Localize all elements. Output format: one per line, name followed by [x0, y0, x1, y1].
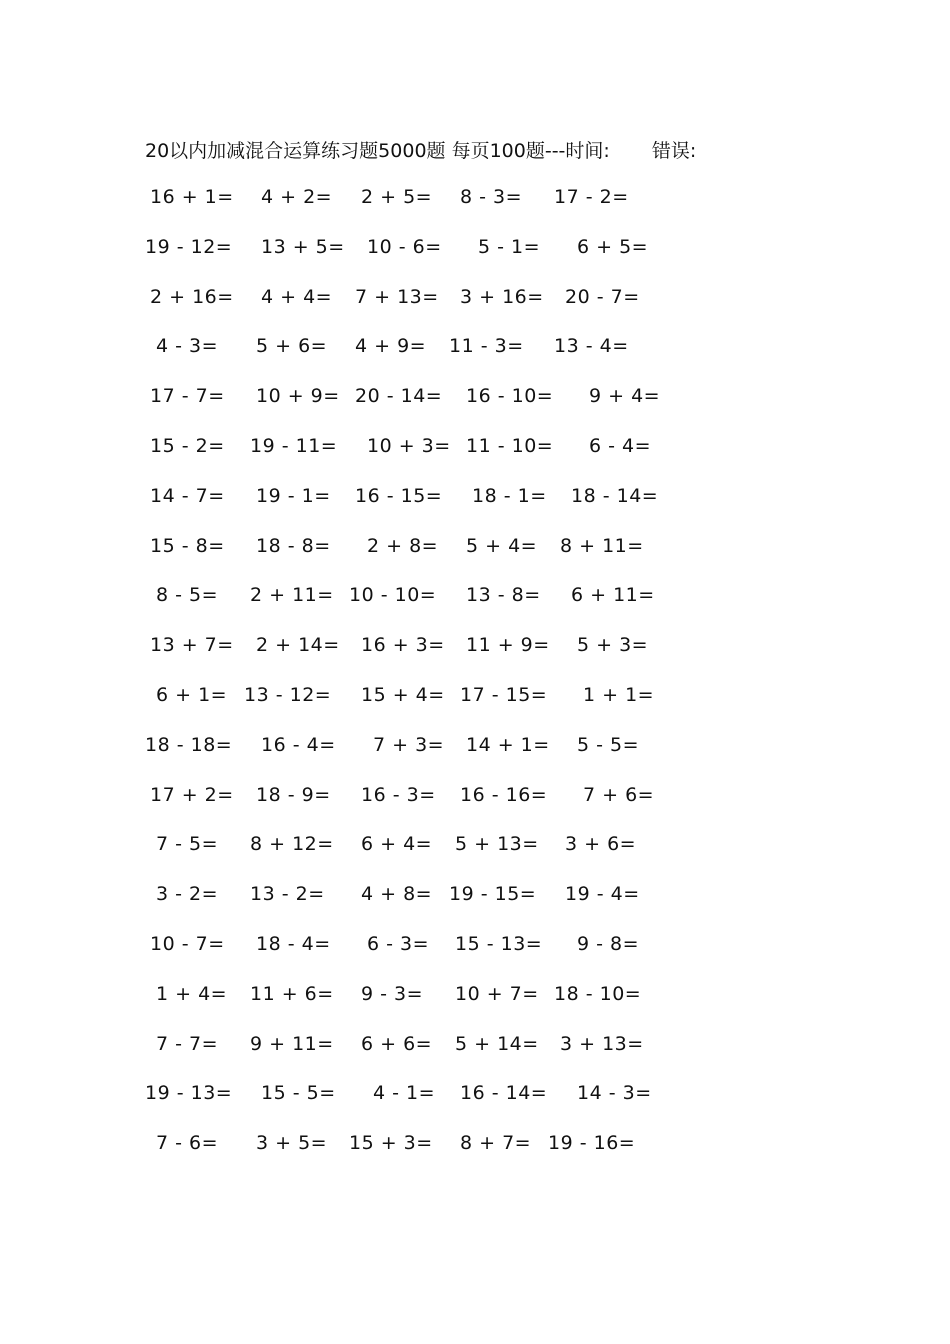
problem-item: 4 - 1= — [373, 1082, 436, 1105]
problem-item: 5 - 1= — [478, 235, 541, 258]
problem-item: 16 - 15= — [355, 484, 443, 507]
problem-item: 19 - 1= — [256, 484, 331, 507]
problem-row — [145, 933, 665, 983]
problem-item: 10 + 9= — [256, 385, 340, 408]
problem-item: 11 + 9= — [466, 634, 550, 657]
problem-item: 7 + 3= — [373, 733, 445, 756]
problem-row — [145, 186, 665, 236]
worksheet-title: 20以内加减混合运算练习题5000题 每页100题---时间: — [145, 140, 610, 162]
problem-item: 3 - 2= — [156, 883, 219, 906]
problem-item: 18 - 14= — [571, 484, 659, 507]
problem-item: 5 - 5= — [577, 733, 640, 756]
problem-item: 6 + 1= — [156, 683, 228, 706]
problem-item: 13 - 4= — [554, 335, 629, 358]
problem-row — [145, 983, 665, 1033]
problem-row — [145, 435, 665, 485]
errors-label: 错误: — [651, 140, 697, 162]
problem-item: 15 - 2= — [150, 434, 225, 457]
problem-row — [145, 1132, 665, 1182]
problem-item: 8 + 7= — [460, 1132, 532, 1155]
problem-row — [145, 535, 665, 585]
problem-item: 20 - 7= — [565, 285, 640, 308]
problem-item: 9 - 8= — [577, 932, 640, 955]
problem-row — [145, 485, 665, 535]
problem-item: 2 + 14= — [256, 634, 340, 657]
problem-item: 6 - 4= — [589, 434, 652, 457]
problem-item: 16 - 10= — [466, 385, 554, 408]
problem-row — [145, 634, 665, 684]
problem-item: 7 - 5= — [156, 833, 219, 856]
problem-item: 7 + 6= — [583, 783, 655, 806]
problem-item: 11 + 6= — [250, 982, 334, 1005]
problem-item: 18 - 4= — [256, 932, 331, 955]
problem-row — [145, 1033, 665, 1083]
problem-item: 10 - 10= — [349, 584, 437, 607]
problem-item: 6 + 5= — [577, 235, 649, 258]
problem-item: 5 + 3= — [577, 634, 649, 657]
problem-item: 13 - 12= — [244, 683, 332, 706]
problem-item: 13 - 8= — [466, 584, 541, 607]
problem-row — [145, 1082, 665, 1132]
problem-item: 14 - 3= — [577, 1082, 652, 1105]
problem-item: 5 + 4= — [466, 534, 538, 557]
problem-item: 15 - 8= — [150, 534, 225, 557]
problem-item: 13 + 5= — [261, 235, 345, 258]
problem-item: 8 + 12= — [250, 833, 334, 856]
problem-item: 10 - 7= — [150, 932, 225, 955]
problem-row — [145, 883, 665, 933]
problem-item: 17 - 15= — [460, 683, 548, 706]
problem-item: 9 - 3= — [361, 982, 424, 1005]
problem-item: 18 - 18= — [145, 733, 233, 756]
problem-item: 2 + 8= — [367, 534, 439, 557]
problem-item: 15 + 3= — [349, 1132, 433, 1155]
problem-item: 19 - 12= — [145, 235, 233, 258]
problem-grid — [145, 186, 665, 1182]
problem-item: 17 - 7= — [150, 385, 225, 408]
problem-item: 15 - 5= — [261, 1082, 336, 1105]
problem-item: 15 - 13= — [455, 932, 543, 955]
problem-item: 16 + 3= — [361, 634, 445, 657]
problem-item: 18 - 1= — [472, 484, 547, 507]
problem-row — [145, 784, 665, 834]
problem-item: 2 + 16= — [150, 285, 234, 308]
problem-item: 9 + 11= — [250, 1032, 334, 1055]
problem-row — [145, 833, 665, 883]
problem-item: 16 - 4= — [261, 733, 336, 756]
problem-item: 3 + 6= — [565, 833, 637, 856]
problem-item: 8 - 5= — [156, 584, 219, 607]
problem-row — [145, 734, 665, 784]
problem-item: 6 + 6= — [361, 1032, 433, 1055]
problem-item: 19 - 11= — [250, 434, 338, 457]
problem-item: 6 + 11= — [571, 584, 655, 607]
problem-item: 10 + 7= — [455, 982, 539, 1005]
problem-row — [145, 684, 665, 734]
problem-item: 11 - 10= — [466, 434, 554, 457]
problem-item: 1 + 1= — [583, 683, 655, 706]
problem-item: 7 - 6= — [156, 1132, 219, 1155]
problem-item: 9 + 4= — [589, 385, 661, 408]
problem-item: 19 - 15= — [449, 883, 537, 906]
problem-item: 13 + 7= — [150, 634, 234, 657]
problem-item: 10 + 3= — [367, 434, 451, 457]
problem-item: 13 - 2= — [250, 883, 325, 906]
problem-item: 5 + 13= — [455, 833, 539, 856]
problem-item: 16 - 14= — [460, 1082, 548, 1105]
problem-item: 7 + 13= — [355, 285, 439, 308]
problem-item: 5 + 14= — [455, 1032, 539, 1055]
problem-item: 10 - 6= — [367, 235, 442, 258]
problem-item: 4 + 4= — [261, 285, 333, 308]
problem-item: 4 + 2= — [261, 186, 333, 208]
problem-item: 19 - 13= — [145, 1082, 233, 1105]
problem-item: 3 + 5= — [256, 1132, 328, 1155]
problem-item: 3 + 13= — [560, 1032, 644, 1055]
problem-item: 6 - 3= — [367, 932, 430, 955]
problem-row — [145, 584, 665, 634]
problem-item: 18 - 9= — [256, 783, 331, 806]
problem-row — [145, 335, 665, 385]
problem-item: 19 - 16= — [548, 1132, 636, 1155]
problem-item: 4 - 3= — [156, 335, 219, 358]
problem-item: 19 - 4= — [565, 883, 640, 906]
problem-item: 17 + 2= — [150, 783, 234, 806]
problem-row — [145, 385, 665, 435]
problem-item: 4 + 8= — [361, 883, 433, 906]
problem-item: 8 - 3= — [460, 186, 523, 208]
problem-item: 16 - 16= — [460, 783, 548, 806]
problem-item: 16 + 1= — [150, 186, 234, 208]
problem-item: 20 - 14= — [355, 385, 443, 408]
problem-item: 11 - 3= — [449, 335, 524, 358]
problem-row — [145, 236, 665, 286]
problem-item: 7 - 7= — [156, 1032, 219, 1055]
problem-item: 14 + 1= — [466, 733, 550, 756]
problem-item: 3 + 16= — [460, 285, 544, 308]
problem-item: 18 - 8= — [256, 534, 331, 557]
problem-item: 2 + 11= — [250, 584, 334, 607]
problem-item: 4 + 9= — [355, 335, 427, 358]
problem-item: 8 + 11= — [560, 534, 644, 557]
problem-item: 6 + 4= — [361, 833, 433, 856]
problem-item: 16 - 3= — [361, 783, 436, 806]
problem-item: 14 - 7= — [150, 484, 225, 507]
problem-item: 15 + 4= — [361, 683, 445, 706]
problem-item: 2 + 5= — [361, 186, 433, 208]
worksheet-header — [145, 136, 696, 163]
problem-item: 1 + 4= — [156, 982, 228, 1005]
problem-item: 17 - 2= — [554, 186, 629, 208]
problem-item: 18 - 10= — [554, 982, 642, 1005]
problem-row — [145, 286, 665, 336]
problem-item: 5 + 6= — [256, 335, 328, 358]
